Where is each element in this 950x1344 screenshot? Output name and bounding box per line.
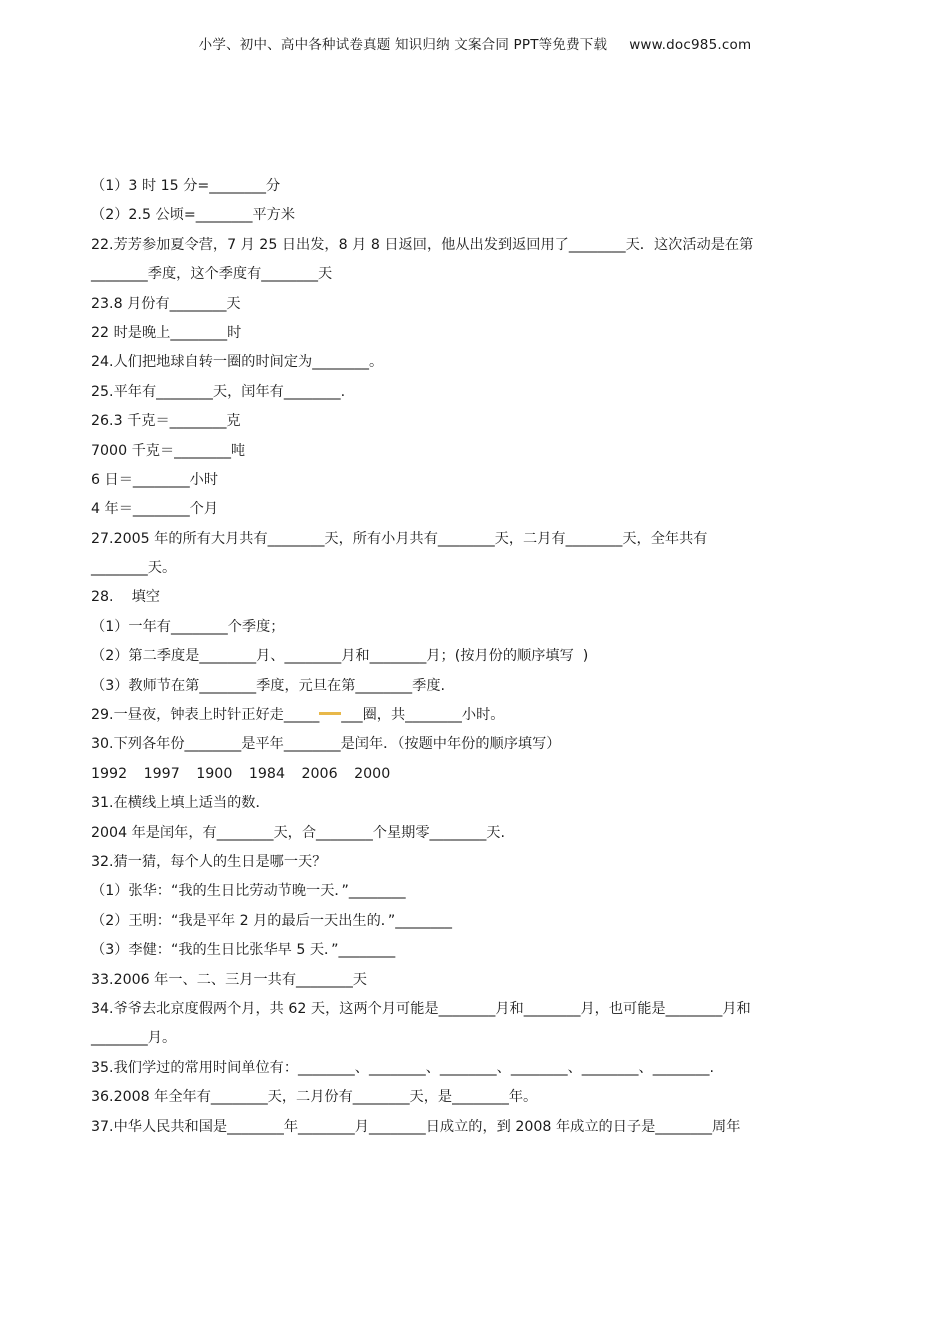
question-line: ________月。 bbox=[91, 1030, 177, 1047]
question-line: 25.平年有________天，闰年有________. bbox=[91, 383, 346, 400]
question-line: 27.2005 年的所有大月共有________天，所有小月共有________天，二月有________天，全年共有 bbox=[91, 530, 708, 547]
question-line: ________季度，这个季度有________天 bbox=[91, 266, 333, 283]
header-title: 小学、初中、高中各种试卷真题 知识归纳 文案合同 PPT等免费下载 bbox=[198, 37, 608, 53]
question-line: 26.3 千克＝________克 bbox=[91, 413, 241, 430]
year-list bbox=[91, 760, 866, 789]
question-line: 2004 年是闰年，有________天，合________个星期零________天. bbox=[91, 824, 506, 841]
question-line: 33.2006 年一、二、三月一共有________天 bbox=[91, 971, 367, 988]
question-line: （3）教师节在第________季度，元旦在第________季度. bbox=[91, 677, 446, 694]
question-line: 34.爷爷去北京度假两个月，共 62 天，这两个月可能是________月和________月，也可能是________月和 bbox=[91, 1000, 751, 1017]
year-item: 1997 bbox=[143, 765, 180, 782]
worksheet-content bbox=[91, 172, 866, 1142]
question-line: （1）3 时 15 分=________分 bbox=[91, 178, 281, 194]
question-line: 24.人们把地球自转一圈的时间定为________。 bbox=[91, 354, 384, 371]
question-line: （2）王明：“我是平年 2 月的最后一天出生的．”________ bbox=[91, 912, 452, 929]
year-item: 1992 bbox=[91, 765, 128, 782]
question-line: 28. 填空 bbox=[91, 589, 160, 606]
question-line: 22 时是晚上________时 bbox=[91, 324, 242, 341]
year-item: 2000 bbox=[354, 765, 391, 782]
page-header bbox=[0, 33, 950, 53]
question-line: 37.中华人民共和国是________年________月________日成立的，到 2008 年成立的日子是________周年 bbox=[91, 1118, 741, 1135]
question-line: （2）第二季度是________月、________月和________月；(按月份的顺序填写 ) bbox=[91, 648, 589, 665]
question-line: 35.我们学过的常用时间单位有：________、________、________、________、________、________. bbox=[91, 1059, 714, 1076]
question-line: 7000 千克＝________吨 bbox=[91, 442, 246, 459]
question-line bbox=[91, 701, 866, 730]
question-text: 29.一昼夜，钟表上时针正好走_____ bbox=[91, 707, 320, 724]
year-item: 2006 bbox=[301, 765, 338, 782]
year-item: 1984 bbox=[248, 765, 285, 782]
question-line: 22.芳芳参加夏令营，7 月 25 日出发，8 月 8 日返回，他从出发到返回用了________天．这次活动是在第 bbox=[91, 236, 754, 253]
year-item: 1900 bbox=[196, 765, 233, 782]
question-line: ________天。 bbox=[91, 560, 177, 577]
question-text: ___圈，共________小时。 bbox=[341, 707, 505, 724]
question-line: 30.下列各年份________是平年________是闰年．（按题中年份的顺序填写） bbox=[91, 736, 561, 753]
header-url: www.doc985.com bbox=[629, 37, 752, 53]
question-line: 32.猜一猜，每个人的生日是哪一天？ bbox=[91, 853, 327, 870]
question-line: 23.8 月份有________天 bbox=[91, 295, 241, 312]
question-line: 31.在横线上填上适当的数． bbox=[91, 795, 270, 812]
question-line: （1）张华：“我的生日比劳动节晚一天．”________ bbox=[91, 883, 406, 900]
question-line: （2）2.5 公顷=________平方米 bbox=[91, 207, 296, 224]
question-line: 4 年＝________个月 bbox=[91, 501, 219, 518]
question-line: （1）一年有________个季度； bbox=[91, 618, 285, 635]
highlight-mark bbox=[319, 712, 341, 715]
question-line: （3）李健：“我的生日比张华早 5 天．”________ bbox=[91, 942, 396, 959]
question-line: 6 日＝________小时 bbox=[91, 471, 219, 488]
question-line: 36.2008 年全年有________天，二月份有________天，是________年。 bbox=[91, 1089, 538, 1106]
